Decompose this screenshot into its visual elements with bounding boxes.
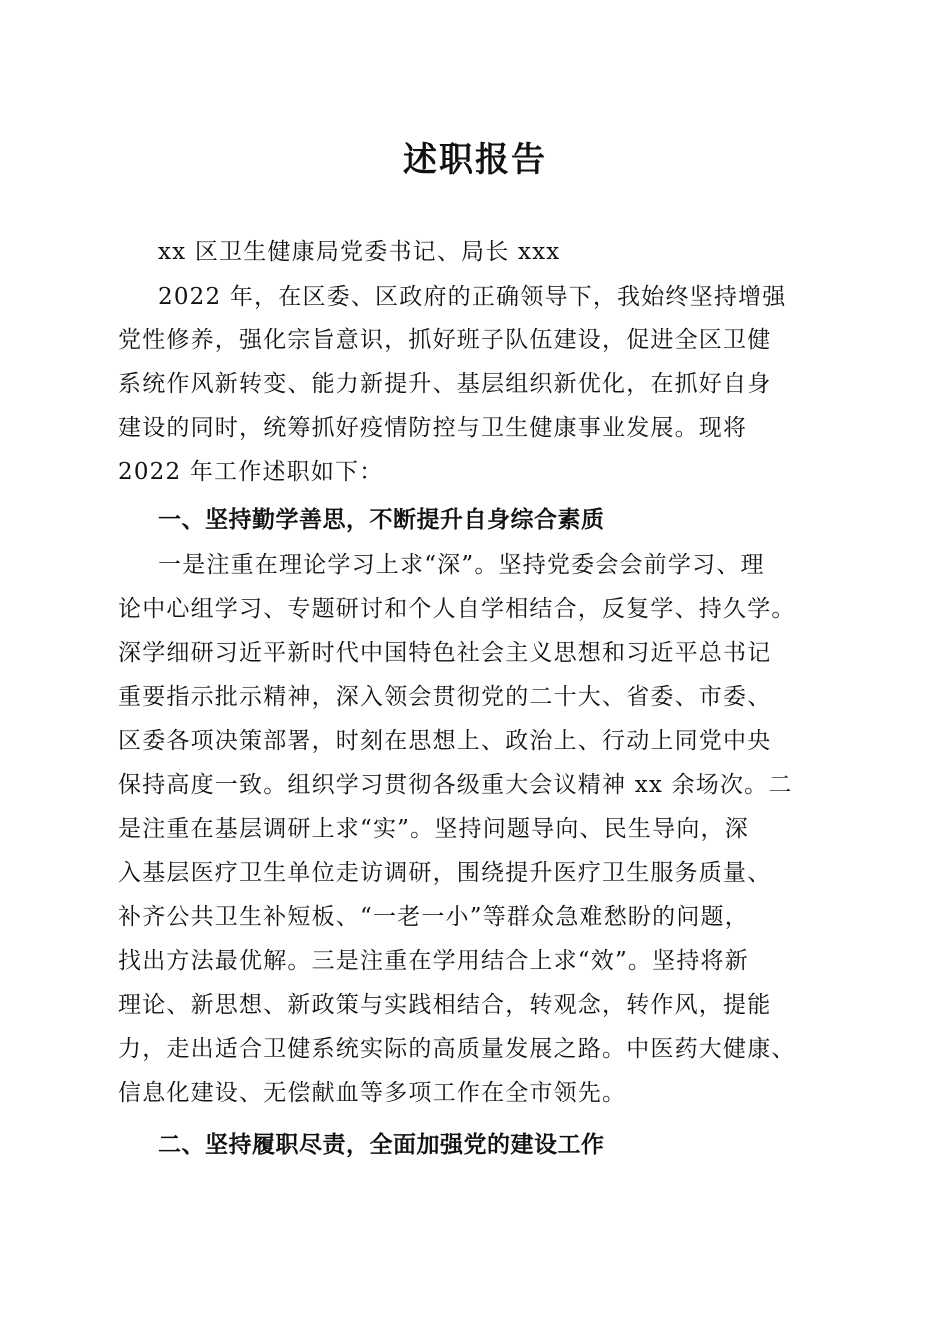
paragraph-line: 一是注重在理论学习上求“深”。坚持党委会会前学习、理	[158, 552, 765, 578]
paragraph-line: 2022 年，在区委、区政府的正确领导下，我始终坚持增强	[158, 284, 787, 310]
paragraph-line: 保持高度一致。组织学习贯彻各级重大会议精神 xx 余场次。二	[118, 772, 793, 798]
paragraph-line: 力，走出适合卫健系统实际的高质量发展之路。中医药大健康、	[118, 1036, 796, 1062]
paragraph-line: 党性修养，强化宗旨意识，抓好班子队伍建设，促进全区卫健	[118, 327, 772, 353]
paragraph-line: 信息化建设、无偿献血等多项工作在全市领先。	[118, 1080, 627, 1106]
page-title: 述职报告	[403, 140, 547, 180]
paragraph-line: 理论、新思想、新政策与实践相结合，转观念，转作风，提能	[118, 992, 772, 1018]
paragraph-line: 补齐公共卫生补短板、“一老一小”等群众急难愁盼的问题，	[118, 904, 749, 930]
paragraph-line: 论中心组学习、专题研讨和个人自学相结合，反复学、持久学。	[118, 596, 796, 622]
paragraph-line: 系统作风新转变、能力新提升、基层组织新优化，在抓好自身	[118, 371, 772, 397]
paragraph-line: 深学细研习近平新时代中国特色社会主义思想和习近平总书记	[118, 640, 772, 666]
section-heading: 二、坚持履职尽责，全面加强党的建设工作	[158, 1132, 605, 1158]
paragraph-line: 是注重在基层调研上求“实”。坚持问题导向、民生导向，深	[118, 816, 749, 842]
paragraph-line: 重要指示批示精神，深入领会贯彻党的二十大、省委、市委、	[118, 684, 772, 710]
paragraph-line: 2022 年工作述职如下：	[118, 459, 384, 485]
author-line: xx 区卫生健康局党委书记、局长 xxx	[158, 239, 561, 265]
paragraph-line: 建设的同时，统筹抓好疫情防控与卫生健康事业发展。现将	[118, 415, 748, 441]
paragraph-line: 区委各项决策部署，时刻在思想上、政治上、行动上同党中央	[118, 728, 772, 754]
paragraph-line: 找出方法最优解。三是注重在学用结合上求“效”。坚持将新	[118, 948, 749, 974]
paragraph-line: 入基层医疗卫生单位走访调研，围绕提升医疗卫生服务质量、	[118, 860, 772, 886]
section-heading: 一、坚持勤学善思，不断提升自身综合素质	[158, 507, 605, 533]
